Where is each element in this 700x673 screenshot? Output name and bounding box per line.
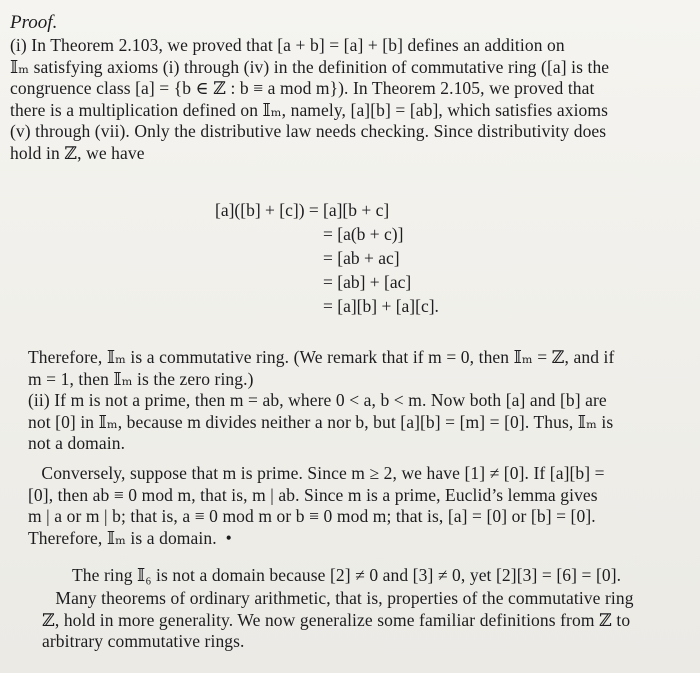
text-line: congruence class [a] = {b ∈ ℤ : b ≡ a mod m}). In Theorem 2.105, we proved that	[10, 78, 595, 98]
text-line: Therefore, 𝕀ₘ is a commutative ring. (We remark that if m = 0, then 𝕀ₘ = ℤ, and if	[28, 347, 615, 367]
text-line: ℤ, hold in more generality. We now generalize some familiar definitions from ℤ to	[42, 609, 631, 630]
paragraph-ring-axioms	[10, 35, 609, 164]
text-line: (v) through (vii). Only the distributive law needs checking. Since distributivity does	[10, 121, 607, 141]
text-line: Therefore, 𝕀ₘ is a domain. •	[28, 527, 232, 548]
paragraph-prime-case	[28, 463, 605, 549]
proof-heading: Proof.	[10, 12, 58, 33]
text-line: there is a multiplication defined on 𝕀ₘ, namely, [a][b] = [ab], which satisfies axioms	[10, 99, 609, 120]
paragraph-not-prime-case	[28, 390, 613, 455]
text-line: arbitrary commutative rings.	[42, 631, 245, 651]
equation-row: = [ab + ac]	[323, 248, 400, 268]
paragraph-i6-example	[72, 565, 621, 587]
equation-row: [a][b + c]	[323, 200, 390, 220]
text-line: m = 1, then 𝕀ₘ is the zero ring.)	[28, 368, 254, 389]
text-line: Conversely, suppose that m is prime. Since m ≥ 2, we have [1] ≠ [0]. If [a][b] =	[28, 463, 605, 483]
equation-row: = [ab] + [ac]	[323, 272, 412, 292]
text-line: 𝕀ₘ satisfying axioms (i) through (iv) in the definition of commutative ring ([a] is the	[10, 56, 610, 77]
equation-lhs: [a]([b] + [c]) =	[215, 200, 324, 220]
paragraph-commutative-ring-conclusion	[28, 347, 614, 390]
text-line: Many theorems of ordinary arithmetic, that is, properties of the commutative ring	[42, 588, 634, 608]
equation-row: = [a(b + c)]	[323, 224, 404, 244]
text-line: hold in ℤ, we have	[10, 142, 145, 163]
text-line: The ring 𝕀₆ is not a domain because [2] ≠ 0 and [3] ≠ 0, yet [2][3] = [6] = [0].	[72, 565, 622, 585]
text-line: not a domain.	[28, 433, 126, 453]
text-line: (ii) If m is not a prime, then m = ab, where 0 < a, b < m. Now both [a] and [b] are	[28, 390, 607, 410]
distributive-equation	[215, 198, 439, 318]
text-line: m | a or m | b; that is, a ≡ 0 mod m or b ≡ 0 mod m; that is, [a] = [0] or [b] = [0].	[28, 506, 596, 526]
text-line: not [0] in 𝕀ₘ, because m divides neither a nor b, but [a][b] = [m] = [0]. Thus, 𝕀ₘ is	[28, 411, 614, 432]
text-line: [0], then ab ≡ 0 mod m, that is, m | ab. Since m is a prime, Euclid’s lemma gives	[28, 484, 598, 505]
text-line: (i) In Theorem 2.103, we proved that [a + b] = [a] + [b] defines an addition on	[10, 35, 565, 55]
equation-row: = [a][b] + [a][c].	[323, 296, 439, 316]
paragraph-generalization	[42, 588, 634, 653]
